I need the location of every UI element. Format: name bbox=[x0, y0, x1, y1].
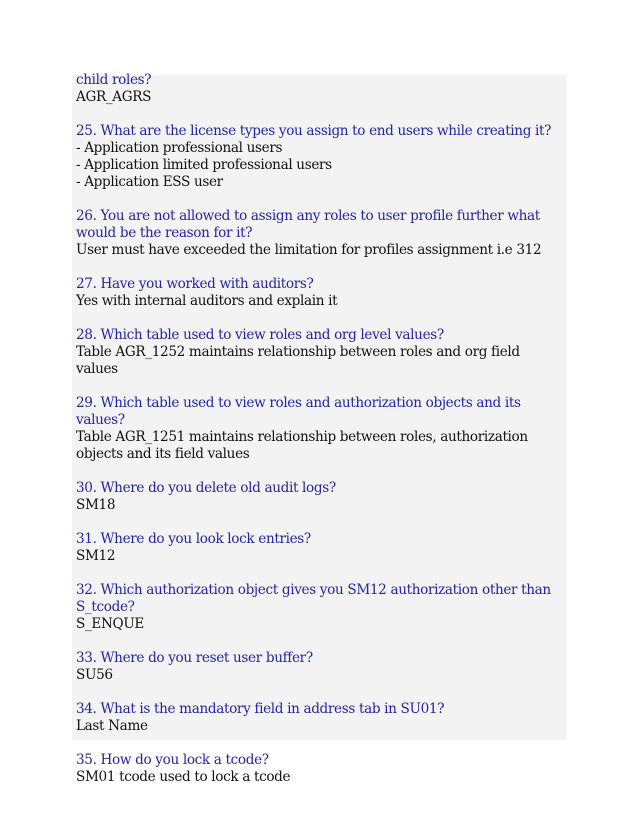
question-text: 28. Which table used to view roles and org level values? bbox=[76, 327, 444, 343]
qa-block-26 bbox=[76, 208, 564, 259]
answer-bullet: - Application limited professional users bbox=[76, 157, 564, 174]
answer-text: SU56 bbox=[76, 667, 113, 683]
question-text: 30. Where do you delete old audit logs? bbox=[76, 480, 336, 496]
qa-block-34 bbox=[76, 701, 564, 735]
answer-text: Table AGR_1252 maintains relationship between roles and org field values bbox=[76, 344, 520, 377]
question-text: would be the reason for it? bbox=[76, 225, 253, 241]
answer-text: SM01 tcode used to lock a tcode bbox=[76, 769, 291, 785]
question-text: 26. You are not allowed to assign any roles to user profile further what bbox=[76, 208, 540, 224]
answer-text: Table AGR_1251 maintains relationship between roles, authorization bbox=[76, 429, 528, 445]
question-text: 33. Where do you reset user buffer? bbox=[76, 650, 313, 666]
qa-document bbox=[76, 72, 564, 803]
qa-block-30 bbox=[76, 480, 564, 514]
answer-text: AGR_AGRS bbox=[76, 89, 152, 105]
qa-block-24 bbox=[76, 72, 564, 106]
question-text: 34. What is the mandatory field in address tab in SU01? bbox=[76, 701, 445, 717]
qa-block-25 bbox=[76, 123, 564, 191]
question-text: S_tcode? bbox=[76, 599, 135, 615]
qa-block-32 bbox=[76, 582, 564, 633]
qa-block-33 bbox=[76, 650, 564, 684]
question-text: 32. Which authorization object gives you SM12 authorization other than bbox=[76, 582, 551, 598]
answer-text: Last Name bbox=[76, 718, 148, 734]
answer-text: Yes with internal auditors and explain it bbox=[76, 293, 338, 309]
question-text: 25. What are the license types you assign to end users while creating it? bbox=[76, 123, 552, 139]
qa-block-28 bbox=[76, 327, 564, 378]
answer-text: SM12 bbox=[76, 548, 116, 564]
answer-bullet: - Application professional users bbox=[76, 140, 564, 157]
qa-block-29 bbox=[76, 395, 564, 463]
qa-block-27 bbox=[76, 276, 564, 310]
answer-bullet: - Application ESS user bbox=[76, 174, 564, 191]
question-text: 31. Where do you look lock entries? bbox=[76, 531, 311, 547]
question-text: 35. How do you lock a tcode? bbox=[76, 752, 269, 768]
answer-text: User must have exceeded the limitation for profiles assignment i.e 312 bbox=[76, 242, 542, 258]
answer-text: objects and its field values bbox=[76, 446, 250, 462]
qa-block-35 bbox=[76, 752, 564, 786]
answer-text: SM18 bbox=[76, 497, 116, 513]
question-text: 29. Which table used to view roles and authorization objects and its values? bbox=[76, 395, 521, 428]
question-text: child roles? bbox=[76, 72, 152, 88]
answer-text: S_ENQUE bbox=[76, 616, 145, 632]
question-text: 27. Have you worked with auditors? bbox=[76, 276, 314, 292]
qa-block-31 bbox=[76, 531, 564, 565]
